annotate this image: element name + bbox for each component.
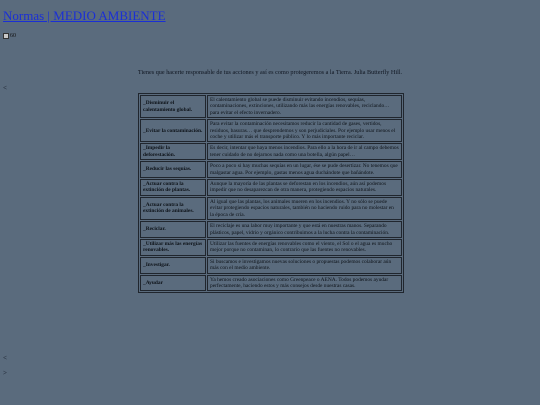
table-row [140,179,402,196]
table-row [140,143,402,160]
table-row [140,197,402,220]
site-title-link[interactable]: Normas | MEDIO AMBIENTE [3,8,166,23]
broken-image-icon [3,33,9,39]
rule-description: El calentamiento global se puede disminuir evitando incendios, sequías, contaminaciones, extinciones, utilizando más las energías renovables, reciclando… para evitar el efecto invernadero. [207,95,402,118]
quote-text: Tienes que hacerte responsable de tus acciones y así es como protegeremos a la Tierra. Julia Butterfly Hill. [137,69,403,76]
broken-image-alt: 60 [10,33,16,39]
broken-image [3,33,16,39]
rules-table [138,93,404,293]
rule-label: _Reducir las sequías. [140,161,206,178]
rule-label: _Evitar la contaminación. [140,119,206,142]
rule-description: Poco a poco si hay muchas sequías en un lugar, ése se pude desertizar. No tenemos que malgastar agua. Por ejemplo, gastas menos agua duchándote que bañándote. [207,161,402,178]
table-row [140,275,402,292]
rule-description: Para evitar la contaminación necesitamos reducir la cantidad de gases, vertidos, residuos, basuras… que desprendemos y son perjudiciales. Por ejemplo usar menos el coche y utilizar más el transporte público. Y lo más importante reciclar. [207,119,402,142]
rule-label: _Impedir la deforestación. [140,143,206,160]
rule-description: El reciclaje es una labor muy importante y que está en nuestras manos. Separando plásticos, papel, vidrio y orgánico contribuimos a la lucha contra la contaminación. [207,221,402,238]
rule-description: Utilizar las fuentes de energías renovables como el viento, el Sol o el agua es mucho mejor porque no contaminan, lo contrario que las fuentes no renovables. [207,239,402,256]
rules-table-body [140,95,402,291]
prev-arrow-bottom-icon[interactable]: < [3,354,7,362]
table-row [140,239,402,256]
rule-label: _Actuar contra la extinción de animales. [140,197,206,220]
rule-label: _Investigar. [140,257,206,274]
rule-label: _Reciclar. [140,221,206,238]
rule-label: _Actuar contra la extinción de plantas. [140,179,206,196]
rule-label: _Ayudar [140,275,206,292]
rule-description: Ya hemos creado asociaciones como Greenpeace o AENA. Todos podemos ayudar perfectamente, haciendo estos y más consejos desde nuestras casas. [207,275,402,292]
rule-description: Aunque la mayoría de las plantas se deforestan en los incendios, aún así podemos impedir que no desaparezcan de otra manera, protegiendo espacios naturales. [207,179,402,196]
rule-description: Al igual que las plantas, los animales mueren en los incendios. Y no sólo se puede evitar protegiendo espacios naturales, también no haciendo ruido para no molestar en la época de cría. [207,197,402,220]
table-row [140,257,402,274]
rule-label: _Disminuir el calentamiento global. [140,95,206,118]
table-row [140,161,402,178]
table-row [140,95,402,118]
rule-description: Si buscamos e investigamos nuevas soluciones o propuestas podemos colaborar aún más con el medio ambiente. [207,257,402,274]
prev-arrow-icon[interactable]: < [3,84,7,92]
table-row [140,221,402,238]
rule-label: _Utilizar más las energías renovables. [140,239,206,256]
table-row [140,119,402,142]
rule-description: Es decir, intentar que haya menos incendios. Para ello a la hora de ir al campo debemos tener cuidado de no dejarnos nada como una botella, algún papel… [207,143,402,160]
next-arrow-icon[interactable]: > [3,369,7,377]
